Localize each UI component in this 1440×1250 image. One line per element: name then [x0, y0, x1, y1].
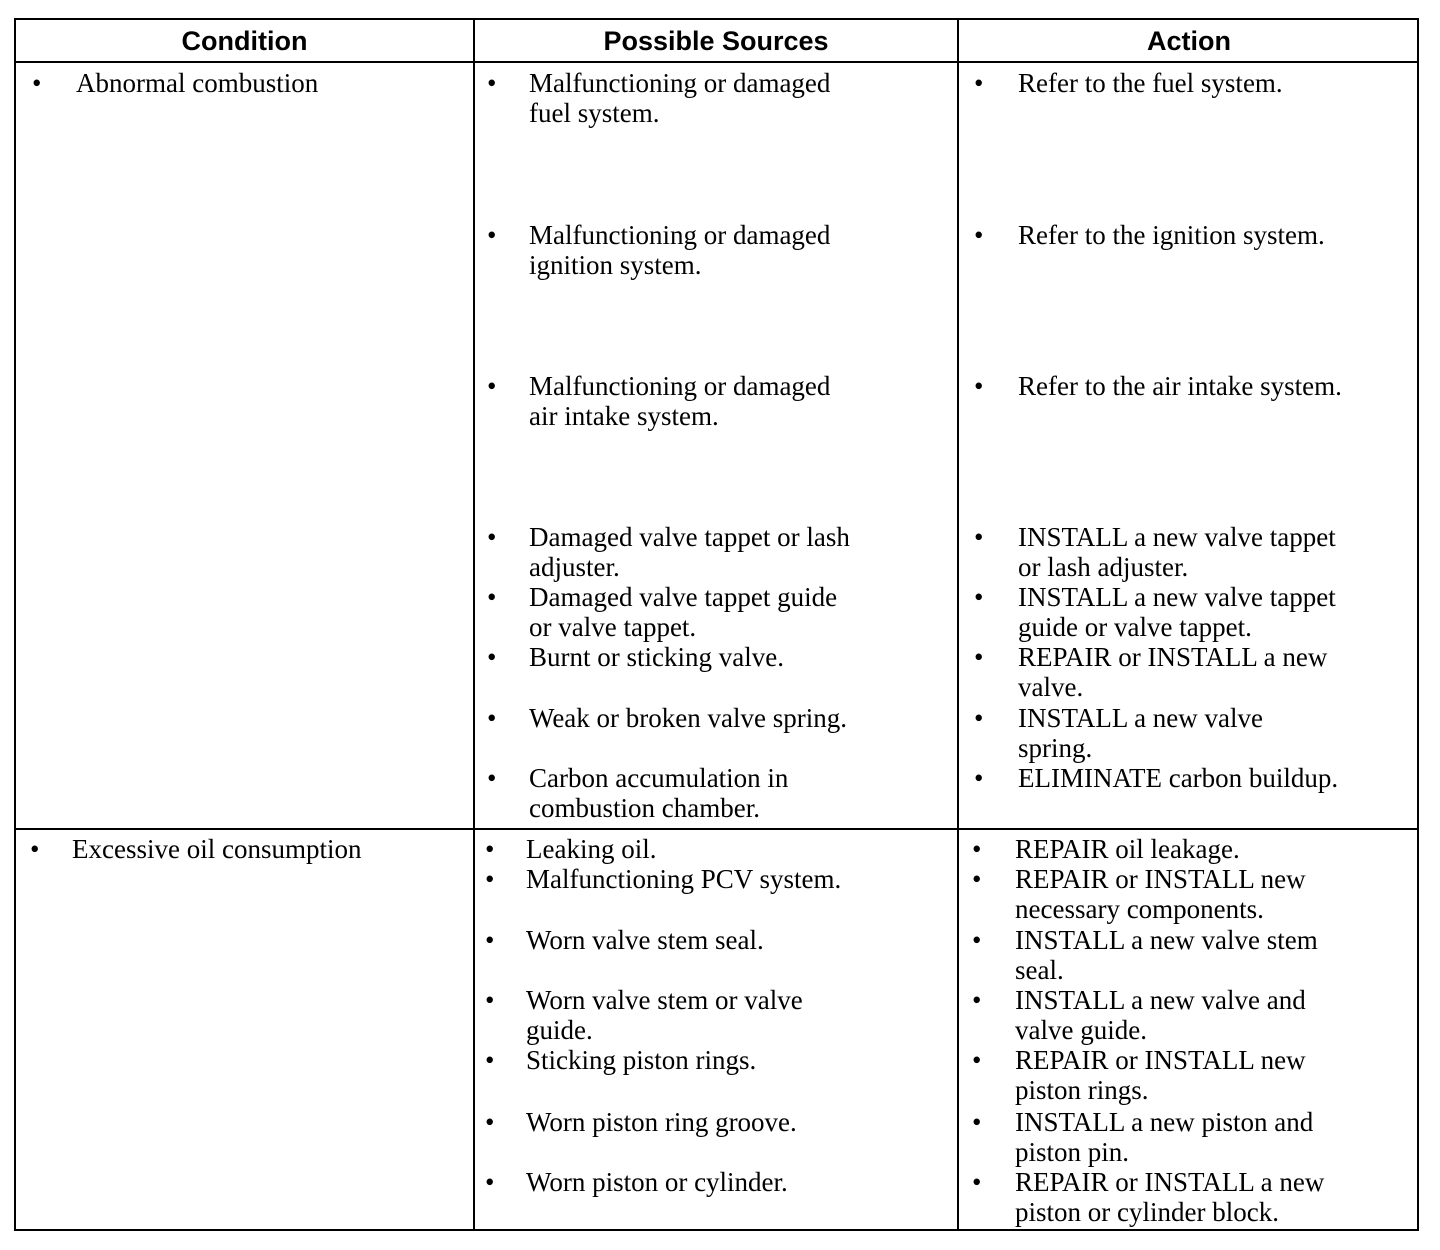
- action-line: seal.: [1015, 955, 1064, 985]
- action-text: [1018, 220, 1325, 250]
- action-line: INSTALL a new valve tappet: [1018, 522, 1336, 552]
- action-line: valve.: [1018, 672, 1084, 702]
- action-line: Refer to the fuel system.: [1018, 68, 1283, 98]
- troubleshooting-table: [14, 18, 1419, 1231]
- header-action: Action: [1147, 26, 1231, 56]
- column-divider-2: [957, 20, 959, 1229]
- header-possible-sources: Possible Sources: [603, 26, 829, 56]
- source-line: Malfunctioning or damaged: [529, 371, 831, 401]
- action-line: REPAIR or INSTALL a new: [1015, 1167, 1325, 1197]
- action-text: [1018, 68, 1283, 98]
- source-text: [526, 985, 803, 1045]
- condition-text: Excessive oil consumption: [72, 834, 362, 864]
- action-text: [1015, 1045, 1306, 1105]
- action-line: INSTALL a new valve: [1018, 703, 1264, 733]
- bullet-icon: •: [485, 985, 495, 1015]
- action-line: INSTALL a new valve and: [1015, 985, 1306, 1015]
- source-line: Worn valve stem or valve: [526, 985, 803, 1015]
- bullet-icon: •: [974, 68, 984, 98]
- source-line: Damaged valve tappet guide: [529, 582, 838, 612]
- bullet-icon: •: [485, 1045, 495, 1075]
- bullet-icon: •: [485, 864, 495, 894]
- action-line: ELIMINATE carbon buildup.: [1018, 763, 1339, 793]
- source-line: ignition system.: [529, 250, 702, 280]
- bullet-icon: •: [974, 703, 984, 733]
- bullet-icon: •: [974, 582, 984, 612]
- source-text: [529, 68, 830, 128]
- source-line: Sticking piston rings.: [526, 1045, 757, 1075]
- action-line: valve guide.: [1015, 1015, 1147, 1045]
- action-line: INSTALL a new piston and: [1015, 1107, 1314, 1137]
- action-line: REPAIR oil leakage.: [1015, 834, 1240, 864]
- source-text: [529, 371, 830, 431]
- bullet-icon: •: [487, 68, 497, 98]
- source-line: combustion chamber.: [529, 793, 760, 823]
- action-text: [1018, 642, 1327, 702]
- action-line: necessary components.: [1015, 894, 1264, 924]
- action-text: [1018, 703, 1263, 763]
- bullet-icon: •: [487, 522, 497, 552]
- bullet-icon: •: [487, 703, 497, 733]
- action-line: spring.: [1018, 733, 1093, 763]
- action-line: REPAIR or INSTALL a new: [1018, 642, 1328, 672]
- bullet-icon: •: [974, 522, 984, 552]
- bullet-icon: •: [487, 582, 497, 612]
- bullet-icon: •: [974, 763, 984, 793]
- bullet-icon: •: [974, 642, 984, 672]
- source-text: [526, 1045, 756, 1075]
- action-line: piston or cylinder block.: [1015, 1197, 1279, 1227]
- bullet-icon: •: [487, 220, 497, 250]
- source-line: Worn piston or cylinder.: [526, 1167, 788, 1197]
- source-line: Worn valve stem seal.: [526, 925, 764, 955]
- action-text: [1015, 985, 1306, 1045]
- bullet-icon: •: [487, 763, 497, 793]
- source-text: [526, 1167, 788, 1197]
- bullet-icon: •: [487, 371, 497, 401]
- bullet-icon: •: [485, 834, 495, 864]
- source-line: fuel system.: [529, 98, 660, 128]
- action-line: REPAIR or INSTALL new: [1015, 864, 1306, 894]
- action-line: piston rings.: [1015, 1075, 1149, 1105]
- bullet-icon: •: [972, 1107, 982, 1137]
- action-line: guide or valve tappet.: [1018, 612, 1252, 642]
- source-text: [529, 582, 837, 642]
- source-line: Worn piston ring groove.: [526, 1107, 797, 1137]
- bullet-icon: •: [972, 1045, 982, 1075]
- action-text: [1015, 1167, 1324, 1227]
- action-line: INSTALL a new valve stem: [1015, 925, 1318, 955]
- source-text: [529, 763, 788, 823]
- action-line: Refer to the ignition system.: [1018, 220, 1325, 250]
- bullet-icon: •: [972, 925, 982, 955]
- bullet-icon: •: [972, 834, 982, 864]
- action-line: REPAIR or INSTALL new: [1015, 1045, 1306, 1075]
- action-line: piston pin.: [1015, 1137, 1130, 1167]
- source-line: Malfunctioning or damaged: [529, 68, 831, 98]
- bullet-icon: •: [972, 985, 982, 1015]
- source-text: [526, 834, 656, 864]
- action-text: [1015, 834, 1240, 864]
- action-line: INSTALL a new valve tappet: [1018, 582, 1336, 612]
- row-divider: [16, 828, 1417, 830]
- source-text: [529, 703, 847, 733]
- source-text: [529, 642, 784, 672]
- bullet-icon: •: [485, 1107, 495, 1137]
- action-text: [1015, 864, 1306, 924]
- source-line: Malfunctioning or damaged: [529, 220, 831, 250]
- source-line: Damaged valve tappet or lash: [529, 522, 850, 552]
- action-line: or lash adjuster.: [1018, 552, 1189, 582]
- bullet-icon: •: [32, 68, 42, 98]
- source-line: guide.: [526, 1015, 593, 1045]
- action-text: [1018, 371, 1342, 401]
- source-line: Malfunctioning PCV system.: [526, 864, 842, 894]
- header-condition: Condition: [181, 26, 308, 56]
- bullet-icon: •: [974, 220, 984, 250]
- action-text: [1018, 763, 1338, 793]
- source-text: [526, 1107, 797, 1137]
- action-text: [1018, 582, 1336, 642]
- source-line: or valve tappet.: [529, 612, 697, 642]
- source-line: Leaking oil.: [526, 834, 657, 864]
- bullet-icon: •: [972, 864, 982, 894]
- source-line: Carbon accumulation in: [529, 763, 789, 793]
- action-text: [1015, 1107, 1313, 1167]
- source-line: adjuster.: [529, 552, 620, 582]
- source-text: [526, 925, 764, 955]
- bullet-icon: •: [485, 1167, 495, 1197]
- source-text: [529, 522, 850, 582]
- source-text: [526, 864, 841, 894]
- action-text: [1018, 522, 1336, 582]
- action-line: Refer to the air intake system.: [1018, 371, 1342, 401]
- source-line: air intake system.: [529, 401, 719, 431]
- bullet-icon: •: [972, 1167, 982, 1197]
- bullet-icon: •: [485, 925, 495, 955]
- source-text: [529, 220, 830, 280]
- bullet-icon: •: [30, 834, 40, 864]
- bullet-icon: •: [487, 642, 497, 672]
- column-divider-1: [473, 20, 475, 1229]
- source-line: Burnt or sticking valve.: [529, 642, 784, 672]
- condition-text: Abnormal combustion: [76, 68, 319, 98]
- source-line: Weak or broken valve spring.: [529, 703, 847, 733]
- bullet-icon: •: [974, 371, 984, 401]
- action-text: [1015, 925, 1318, 985]
